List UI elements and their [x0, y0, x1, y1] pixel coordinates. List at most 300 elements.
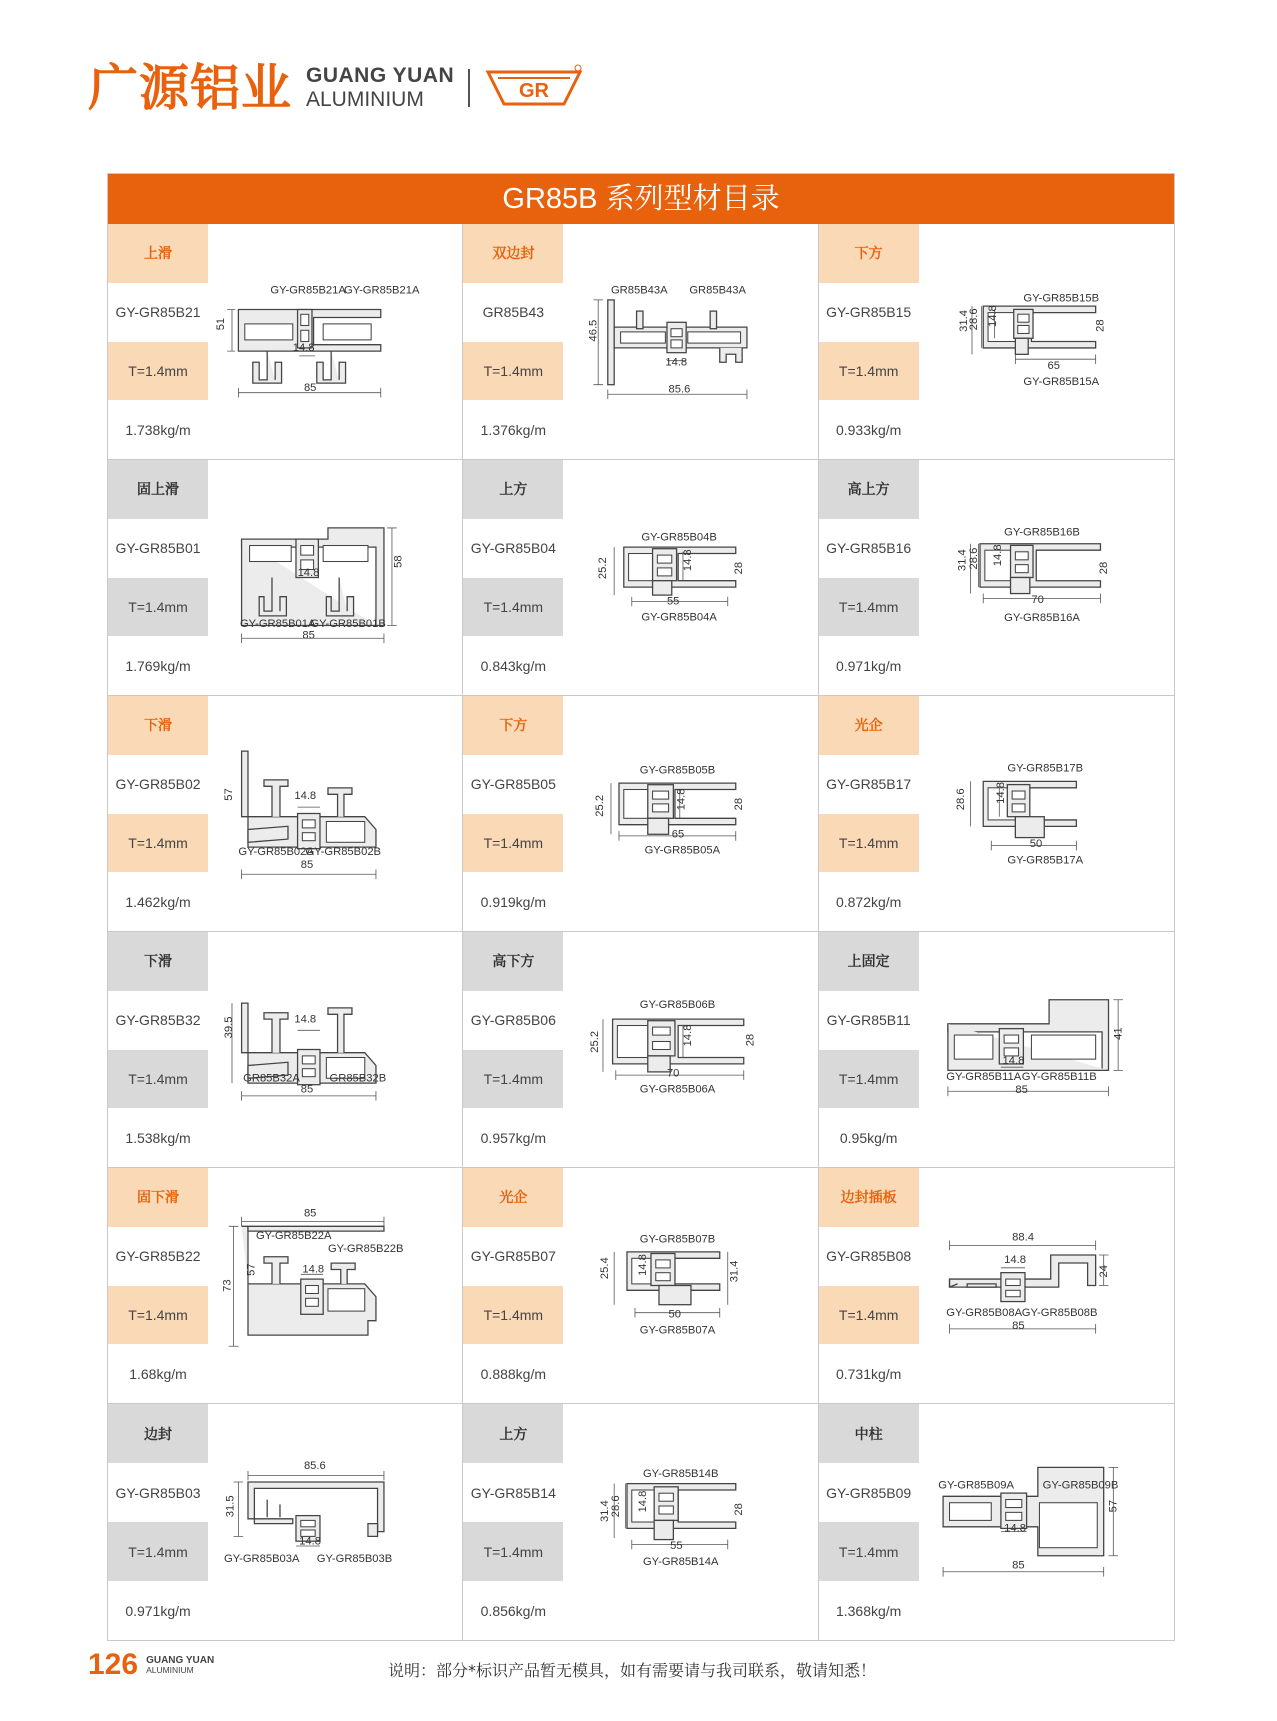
profile-cell: [463, 1404, 818, 1640]
profile-info: [108, 1404, 208, 1640]
profile-thickness: T=1.4mm: [463, 1286, 563, 1345]
dimension-label: 85.6: [668, 383, 691, 396]
profile-name: 高上方: [819, 460, 919, 519]
dimension-label: GY-GR85B11A: [945, 1071, 1021, 1084]
profile-thickness: T=1.4mm: [819, 1286, 919, 1345]
dimension-label: 28: [733, 561, 746, 575]
dimension-label: 25.2: [597, 557, 610, 580]
dimension-label: GY-GR85B03A: [223, 1552, 300, 1565]
profile-drawing: [208, 1404, 462, 1640]
brand-name-cn: 广源铝业: [88, 59, 292, 117]
profile-drawing: [563, 932, 817, 1167]
profile-shape: [1031, 1035, 1095, 1059]
dimension-label: GY-GR85B05A: [644, 844, 721, 857]
profile-shape: [264, 1013, 288, 1053]
profile-code: GY-GR85B03: [115, 1484, 201, 1501]
svg-text:GR: GR: [519, 80, 550, 102]
profile-thickness: T=1.4mm: [108, 1522, 208, 1581]
dimension-label: 57: [245, 1263, 258, 1276]
profile-code: GY-GR85B21: [115, 304, 201, 321]
profile-drawing: [563, 460, 817, 695]
profile-code: GY-GR85B01: [115, 540, 201, 557]
profile-name: 固上滑: [108, 460, 208, 519]
profile-shape: [653, 1027, 671, 1035]
profile-shape: [1010, 578, 1029, 594]
profile-info: [819, 932, 919, 1167]
profile-cell: [463, 1168, 818, 1404]
profile-shape: [1039, 1503, 1097, 1548]
dimension-label: GY-GR85B02A: [238, 846, 314, 859]
profile-cross-section: [563, 224, 817, 459]
dimension-label: 31.4: [957, 309, 970, 332]
profile-shape: [245, 324, 293, 340]
profile-shape: [658, 555, 672, 563]
dimension-label: 85: [1011, 1319, 1025, 1332]
profile-shape: [323, 324, 371, 340]
dimension-label: GR85B32B: [329, 1072, 387, 1085]
profile-code: GY-GR85B02: [115, 776, 201, 793]
dimension-label: 46.5: [587, 319, 600, 342]
dimension-label: 65: [1047, 359, 1060, 372]
dimension-label: 39.5: [222, 1016, 235, 1039]
profile-code: GY-GR85B11: [826, 1012, 911, 1029]
profile-name: 上方: [463, 460, 563, 519]
dimension-label: 28: [1097, 561, 1110, 575]
profile-drawing: [208, 460, 462, 695]
dimension-label: 28.6: [954, 788, 967, 811]
dimension-label: 85: [302, 629, 315, 642]
dimension-label: GR85B43A: [611, 284, 668, 297]
profile-thickness: T=1.4mm: [463, 342, 563, 401]
dimension-label: 65: [672, 828, 685, 841]
profile-drawing: [563, 224, 817, 459]
profile-info: [108, 1168, 208, 1403]
profile-weight: 0.856kg/m: [480, 1602, 547, 1619]
dimension-label: 31.4: [599, 1500, 612, 1522]
brand-name-en-line2: ALUMINIUM: [306, 88, 424, 111]
profile-weight: 0.971kg/m: [125, 1602, 191, 1619]
profile-name: 上固定: [819, 932, 919, 991]
profile-name: 边封: [108, 1404, 208, 1463]
profile-name: 固下滑: [108, 1168, 208, 1227]
profile-name: 下方: [463, 696, 563, 755]
profile-info: [108, 932, 208, 1167]
dimension-label: 14.8: [994, 781, 1007, 804]
profile-code: GY-GR85B07: [470, 1248, 556, 1265]
profile-shape: [653, 1042, 671, 1050]
profile-weight: 0.888kg/m: [480, 1365, 547, 1382]
profile-cell: [108, 460, 463, 696]
dimension-label: 85: [303, 1207, 317, 1220]
dimension-label: GY-GR85B16A: [1003, 611, 1080, 624]
dimension-label: 14.8: [991, 544, 1004, 567]
profile-shape: [302, 1056, 315, 1064]
profile-drawing: [919, 1404, 1174, 1640]
profile-weight: 1.738kg/m: [125, 421, 191, 438]
profile-shape: [655, 1520, 674, 1539]
dimension-label: 85: [300, 858, 314, 871]
profile-drawing: [208, 224, 462, 459]
dimension-label: 28: [733, 1503, 746, 1516]
profile-drawing: [208, 696, 462, 931]
profile-info: [463, 460, 563, 695]
dimension-label: GY-GR85B05B: [640, 764, 716, 777]
profile-cell: [108, 696, 463, 932]
dimension-label: 57: [222, 788, 235, 801]
profile-name: 下滑: [108, 696, 208, 755]
profile-shape: [326, 578, 353, 616]
dimension-label: GY-GR85B14B: [643, 1468, 719, 1481]
profile-info: [463, 1404, 563, 1640]
profile-drawing: [563, 1168, 817, 1403]
dimension-label: GY-GR85B15A: [1023, 375, 1099, 388]
profile-code: GY-GR85B08: [826, 1248, 912, 1265]
profile-code: GR85B43: [482, 304, 545, 321]
profile-drawing: [563, 696, 817, 931]
profile-shape: [267, 1500, 280, 1518]
profile-cell: [108, 932, 463, 1168]
profile-shape: [949, 1503, 991, 1521]
dimension-label: 31.5: [224, 1495, 237, 1518]
profile-cross-section: [919, 224, 1174, 459]
profile-shape: [328, 788, 352, 817]
profile-shape: [688, 332, 741, 343]
profile-drawing: [919, 224, 1174, 459]
dimension-label: 85: [303, 382, 317, 395]
profile-cell: [819, 696, 1174, 932]
dimension-label: 28.6: [967, 308, 980, 331]
dimension-label: 25.2: [589, 1030, 602, 1053]
dimension-label: GY-GR85B22A: [255, 1230, 332, 1243]
profile-drawing: [919, 932, 1174, 1167]
dimension-label: 70: [667, 1067, 680, 1080]
profile-name: 上滑: [108, 224, 208, 283]
profile-cell: [819, 460, 1174, 696]
dimension-label: GY-GR85B04B: [641, 531, 718, 544]
profile-cross-section: [563, 1404, 817, 1640]
dimension-label: 31.4: [956, 549, 969, 572]
dimension-label: GY-GR85B06B: [640, 998, 716, 1011]
profile-cell: [463, 932, 818, 1168]
profile-shape: [306, 1286, 319, 1294]
profile-cross-section: [919, 1168, 1174, 1403]
brand-divider: [468, 69, 470, 107]
profile-shape: [710, 311, 716, 329]
profile-code: GY-GR85B22: [115, 1248, 201, 1265]
profile-weight: 1.376kg/m: [480, 421, 547, 438]
dimension-label: 14.8: [297, 566, 320, 579]
dimension-label: 14.8: [986, 305, 999, 328]
dimension-label: 14.8: [637, 1490, 650, 1513]
profile-shape: [658, 568, 672, 576]
dimension-label: GY-GR85B08A: [945, 1307, 1022, 1320]
profile-code: GY-GR85B05: [470, 776, 556, 793]
profile-name: 中柱: [819, 1404, 919, 1463]
profile-shape: [656, 1273, 670, 1281]
dimension-label: 85: [1011, 1559, 1025, 1572]
dimension-label: 85: [300, 1083, 314, 1096]
dimension-label: 14.8: [299, 1535, 321, 1548]
profile-cross-section: [563, 1168, 817, 1403]
dimension-label: 14.8: [682, 549, 695, 572]
dimension-label: 25.2: [594, 794, 607, 817]
profile-shape: [301, 330, 309, 341]
dimension-label: 88.4: [1011, 1231, 1034, 1244]
dimension-label: GY-GR85B08B: [1021, 1307, 1098, 1320]
profile-cross-section: [919, 460, 1174, 695]
profile-shape: [954, 1035, 993, 1059]
profile-name: 下滑: [108, 932, 208, 991]
profile-shape: [317, 351, 346, 383]
dimension-label: 28.6: [967, 547, 980, 570]
page-header: [88, 58, 584, 118]
profile-name: 高下方: [463, 932, 563, 991]
profile-thickness: T=1.4mm: [819, 1522, 919, 1581]
profile-info: [108, 224, 208, 459]
profile-thickness: T=1.4mm: [108, 342, 208, 401]
dimension-label: GY-GR85B17A: [1006, 854, 1083, 867]
profile-cell: [819, 224, 1174, 460]
dimension-label: GR85B32A: [243, 1072, 300, 1085]
dimension-label: 73: [221, 1279, 234, 1292]
profile-shape: [306, 1298, 319, 1306]
footer-brand-line2: ALUMINIUM: [146, 1664, 194, 1675]
profile-weight: 1.68kg/m: [129, 1365, 187, 1382]
brand-name-en-line1: GUANG YUAN: [306, 63, 455, 87]
dimension-label: 28: [1094, 319, 1107, 332]
profile-shape: [656, 1260, 670, 1268]
dimension-label: GY-GR85B22B: [327, 1242, 404, 1255]
dimension-label: 14.8: [675, 788, 688, 811]
profile-thickness: T=1.4mm: [463, 1522, 563, 1581]
profile-cross-section: [208, 460, 462, 695]
profile-name: 下方: [819, 224, 919, 283]
profile-drawing: [919, 460, 1174, 695]
dimension-label: GY-GR85B06A: [640, 1083, 716, 1096]
profile-shape: [671, 340, 682, 348]
profile-shape: [1012, 791, 1025, 799]
profile-shape: [637, 311, 643, 329]
dimension-label: 14.8: [302, 1263, 325, 1276]
dimension-label: 31.4: [728, 1260, 741, 1283]
profile-shape: [648, 818, 669, 834]
profile-drawing: [208, 932, 462, 1167]
profile-cross-section: [208, 1404, 462, 1640]
profile-shape: [1015, 552, 1028, 560]
profile-code: GY-GR85B15: [826, 304, 912, 321]
dimension-label: GY-GR85B01B: [310, 618, 386, 631]
dimension-label: GY-GR85B21A: [343, 284, 420, 297]
profile-shape: [659, 1493, 673, 1501]
profile-shape: [1005, 1290, 1019, 1296]
brand-name-en: [306, 64, 454, 112]
profile-info: [819, 460, 919, 695]
dimension-label: 14.8: [682, 1024, 695, 1047]
profile-weight: 0.957kg/m: [480, 1129, 547, 1146]
dimension-label: 50: [1029, 838, 1042, 851]
profile-name: 上方: [463, 1404, 563, 1463]
dimension-label: GY-GR85B15B: [1023, 292, 1099, 305]
profile-thickness: T=1.4mm: [463, 1050, 563, 1109]
profile-cross-section: [919, 1404, 1174, 1640]
profile-shape: [248, 826, 288, 842]
profile-weight: 0.843kg/m: [480, 657, 547, 674]
profile-thickness: T=1.4mm: [108, 814, 208, 873]
dimension-label: GY-GR85B09A: [937, 1479, 1014, 1492]
profile-weight: 1.538kg/m: [125, 1129, 191, 1146]
profile-shape: [368, 1524, 378, 1537]
profile-cell: [819, 1168, 1174, 1404]
profile-cross-section: [208, 224, 462, 459]
profile-code: GY-GR85B04: [470, 540, 556, 557]
dimension-label: GR85B43A: [689, 284, 747, 297]
profile-weight: 1.462kg/m: [125, 893, 191, 910]
brand-logo-icon: [484, 64, 584, 112]
profile-info: [463, 224, 563, 459]
profile-weight: 0.933kg/m: [835, 421, 902, 438]
dimension-label: 14.8: [1003, 1522, 1026, 1535]
profile-shape: [653, 791, 669, 799]
profile-cell: [108, 1404, 463, 1640]
profile-shape: [254, 1519, 292, 1524]
dimension-label: GY-GR85B07A: [640, 1324, 716, 1337]
dimension-label: GY-GR85B21A: [270, 284, 346, 297]
profile-shape: [326, 821, 364, 842]
dimension-label: 50: [668, 1308, 682, 1321]
profile-shape: [655, 1487, 679, 1521]
profile-name: 光企: [463, 1168, 563, 1227]
profile-shape: [301, 546, 314, 556]
profile-shape: [323, 546, 368, 562]
dimension-label: GY-GR85B07B: [640, 1233, 716, 1246]
profile-thickness: T=1.4mm: [819, 342, 919, 401]
profile-weight: 0.731kg/m: [835, 1365, 902, 1382]
footer-note: 说明：部分*标识产品暂无模具，如有需要请与我司联系，敬请知悉！: [388, 1661, 877, 1680]
profile-shape: [720, 348, 742, 362]
profile-shape: [653, 581, 672, 595]
dimension-label: 55: [667, 595, 680, 608]
profile-weight: 1.769kg/m: [125, 657, 191, 674]
profile-shape: [1005, 1500, 1021, 1508]
profile-cross-section: [208, 1168, 462, 1403]
profile-shape: [659, 1286, 691, 1305]
profile-weight: 1.368kg/m: [835, 1602, 902, 1619]
profile-drawing: [919, 696, 1174, 931]
profile-cross-section: [919, 932, 1174, 1167]
profile-weight: 0.919kg/m: [480, 893, 547, 910]
dimension-label: GY-GR85B14A: [643, 1556, 719, 1569]
profile-shape: [1005, 1279, 1019, 1285]
profile-info: [108, 696, 208, 931]
profile-thickness: T=1.4mm: [463, 578, 563, 637]
profile-shape: [1004, 1035, 1018, 1043]
profile-thickness: T=1.4mm: [463, 814, 563, 873]
profile-info: [463, 696, 563, 931]
profile-name: 双边封: [463, 224, 563, 283]
profile-thickness: T=1.4mm: [108, 1286, 208, 1345]
dimension-label: 14.8: [294, 790, 317, 803]
profile-shape: [671, 329, 682, 337]
profile-shape: [1015, 817, 1044, 838]
profile-shape: [302, 820, 315, 828]
profile-shape: [301, 1520, 315, 1526]
footer-brand: [146, 1655, 214, 1675]
profile-shape: [302, 1069, 315, 1077]
profile-shape: [648, 785, 674, 819]
profile-weight: 0.95kg/m: [839, 1129, 898, 1146]
profile-shape: [1005, 1512, 1021, 1520]
dimension-label: 57: [1107, 1499, 1120, 1513]
dimension-label: GY-GR85B09B: [1042, 1479, 1119, 1492]
dimension-label: GY-GR85B04A: [641, 611, 718, 624]
profile-drawing: [208, 1168, 462, 1403]
profile-code: GY-GR85B09: [826, 1484, 912, 1501]
dimension-label: GY-GR85B16B: [1003, 526, 1080, 539]
profile-shape: [648, 1021, 675, 1056]
profile-cross-section: [208, 696, 462, 931]
profile-weight: 0.872kg/m: [835, 893, 902, 910]
profile-cell: [819, 1404, 1174, 1640]
dimension-label: 25.4: [599, 1257, 612, 1280]
dimension-label: 28: [744, 1033, 757, 1047]
profile-cross-section: [563, 460, 817, 695]
footer-brand-line1: GUANG YUAN: [146, 1654, 215, 1666]
dimension-label: 41: [1112, 1027, 1125, 1040]
profile-shape: [264, 780, 288, 817]
profile-shape: [328, 1008, 352, 1053]
profile-thickness: T=1.4mm: [108, 1050, 208, 1109]
profile-code: GY-GR85B16: [826, 540, 912, 557]
dimension-label: 24: [1097, 1264, 1110, 1278]
profile-shape: [1012, 804, 1025, 812]
profile-cell: [108, 1168, 463, 1404]
dimension-label: 14.8: [1003, 1254, 1026, 1267]
dimension-label: GY-GR85B02B: [305, 846, 382, 859]
profile-cross-section: [208, 932, 462, 1167]
profile-name: 边封插板: [819, 1168, 919, 1227]
dimension-label: GY-GR85B11B: [1021, 1071, 1097, 1084]
catalog-grid: [108, 224, 1174, 1640]
profile-info: [463, 932, 563, 1167]
profile-shape: [1017, 314, 1028, 322]
dimension-label: 28: [733, 797, 746, 811]
profile-cross-section: [919, 696, 1174, 931]
profile-thickness: T=1.4mm: [819, 814, 919, 873]
profile-shape: [250, 546, 292, 562]
profile-cell: [108, 224, 463, 460]
dimension-label: 14.8: [637, 1254, 650, 1276]
profile-shape: [1015, 338, 1028, 354]
dimension-label: 85.6: [303, 1460, 326, 1473]
page-number: 126: [88, 1648, 139, 1681]
dimension-label: 55: [670, 1540, 683, 1553]
profile-cell: [463, 696, 818, 932]
profile-cell: [819, 932, 1174, 1168]
profile-code: GY-GR85B06: [470, 1012, 556, 1029]
profile-shape: [653, 804, 669, 812]
profile-shape: [659, 1506, 673, 1514]
profile-info: [819, 696, 919, 931]
profile-code: GY-GR85B17: [826, 776, 912, 793]
profile-shape: [298, 1050, 320, 1085]
dimension-label: 85: [1015, 1083, 1028, 1096]
profile-thickness: T=1.4mm: [819, 578, 919, 637]
profile-info: [819, 1404, 919, 1640]
profile-drawing: [563, 1404, 817, 1640]
dimension-label: 14.8: [294, 1013, 317, 1026]
profile-shape: [264, 1257, 288, 1284]
profile-cell: [463, 460, 818, 696]
